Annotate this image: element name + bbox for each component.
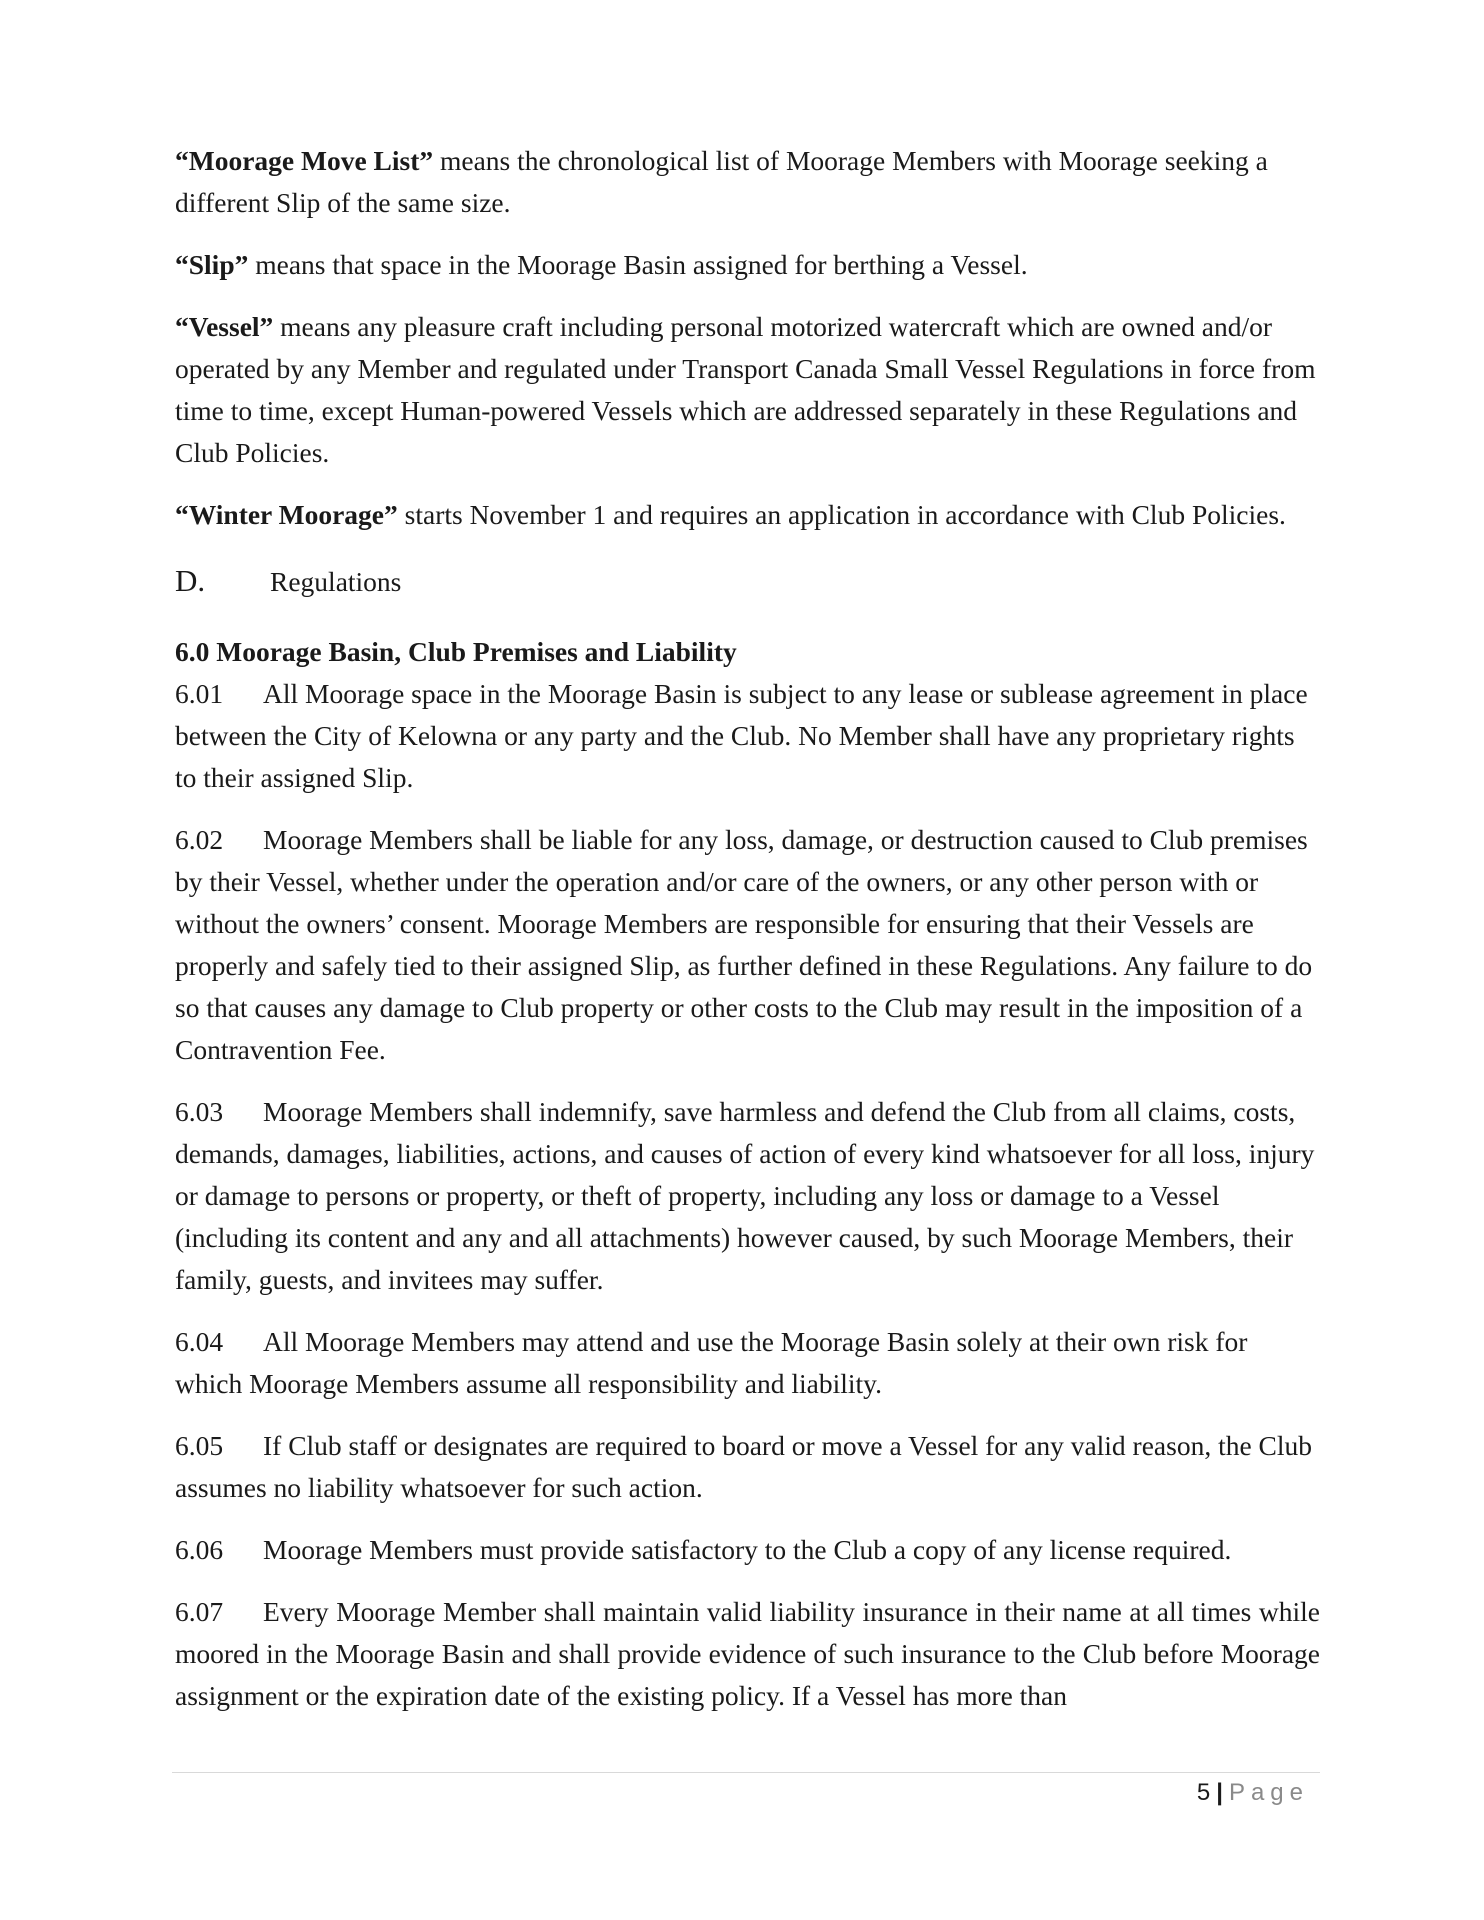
section-letter: D.	[175, 563, 206, 598]
clause-6-04	[175, 1321, 1320, 1405]
clause-number: 6.01	[175, 678, 224, 709]
clause-6-07	[175, 1591, 1320, 1717]
subsection-title: 6.0 Moorage Basin, Club Premises and Liability	[175, 636, 737, 667]
definition-term: “Slip”	[175, 249, 249, 280]
section-heading	[175, 560, 1320, 603]
clause-6-01	[175, 673, 1320, 799]
clause-6-03	[175, 1091, 1320, 1301]
definition-winter-moorage	[175, 494, 1320, 536]
clause-number: 6.06	[175, 1534, 224, 1565]
page-label: Page	[1228, 1779, 1309, 1806]
document-body	[175, 140, 1320, 1737]
definition-text: means the chronological list of Moorage Members with Moorage seeking a different Slip of the same size.	[175, 145, 1268, 218]
clause-number: 6.07	[175, 1596, 224, 1627]
definition-text: means that space in the Moorage Basin assigned for berthing a Vessel.	[248, 249, 1028, 280]
clause-text: Moorage Members shall indemnify, save harmless and defend the Club from all claims, costs, demands, damages, liabilities, actions, and causes of action of every kind whatsoever for all loss, injury or damage to persons or property, or theft of property, including any loss or damage to a Vessel (including its content and any and all attachments) however caused, by such Moorage Members, their family, guests, and invitees may suffer.	[175, 1096, 1315, 1295]
clause-text: Moorage Members shall be liable for any loss, damage, or destruction caused to Club premises by their Vessel, whether under the operation and/or care of the owners, or any other person with or without the owners’ consent. Moorage Members are responsible for ensuring that their Vessels are properly and safely tied to their assigned Slip, as further defined in these Regulations. Any failure to do so that causes any damage to Club property or other costs to the Club may result in the imposition of a Contravention Fee.	[175, 824, 1313, 1065]
section-title: Regulations	[270, 566, 402, 597]
definition-term: “Moorage Move List”	[175, 145, 434, 176]
definition-term: “Vessel”	[175, 311, 274, 342]
clause-text: All Moorage space in the Moorage Basin is subject to any lease or sublease agreement in place between the City of Kelowna or any party and the Club. No Member shall have any proprietary rights to their assigned Slip.	[175, 678, 1308, 793]
clause-number: 6.03	[175, 1096, 224, 1127]
clause-text: Every Moorage Member shall maintain valid liability insurance in their name at all times while moored in the Moorage Basin and shall provide evidence of such insurance to the Club before Moorage assignment or the expiration date of the existing policy. If a Vessel has more than	[175, 1596, 1320, 1711]
page-number: 5	[1196, 1779, 1211, 1806]
clause-6-06	[175, 1529, 1320, 1571]
definition-term: “Winter Moorage”	[175, 499, 398, 530]
footer-separator: |	[1216, 1779, 1223, 1806]
clause-number: 6.02	[175, 824, 224, 855]
clause-text: Moorage Members must provide satisfactory to the Club a copy of any license required.	[263, 1534, 1232, 1565]
footer-divider	[172, 1772, 1320, 1773]
definition-vessel	[175, 306, 1320, 474]
clause-6-02	[175, 819, 1320, 1071]
definition-text: starts November 1 and requires an application in accordance with Club Policies.	[397, 499, 1286, 530]
clause-text: All Moorage Members may attend and use the Moorage Basin solely at their own risk for which Moorage Members assume all responsibility and liability.	[175, 1326, 1248, 1399]
page-footer	[1197, 1777, 1309, 1809]
definition-moorage-move-list	[175, 140, 1320, 224]
definition-slip	[175, 244, 1320, 286]
definition-text: means any pleasure craft including personal motorized watercraft which are owned and/or operated by any Member and regulated under Transport Canada Small Vessel Regulations in force from time to time, except Human-powered Vessels which are addressed separately in these Regulations and Club Policies.	[175, 311, 1316, 468]
clause-6-05	[175, 1425, 1320, 1509]
clause-number: 6.04	[175, 1326, 224, 1357]
clause-text: If Club staff or designates are required to board or move a Vessel for any valid reason, the Club assumes no liability whatsoever for such action.	[175, 1430, 1313, 1503]
clause-number: 6.05	[175, 1430, 224, 1461]
